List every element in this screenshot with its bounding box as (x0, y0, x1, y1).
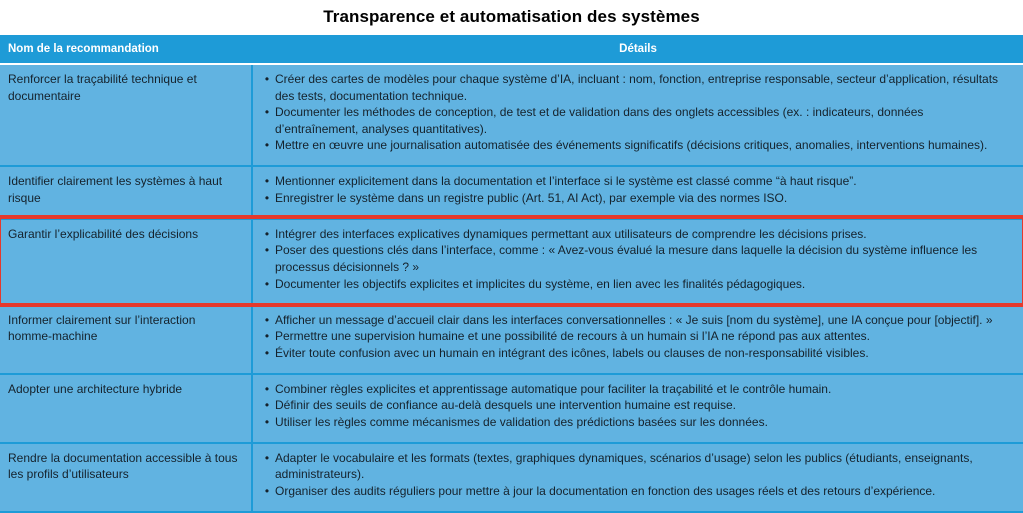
bullet-icon: • (264, 226, 270, 241)
bullet-icon: • (264, 312, 270, 327)
detail-text: Combiner règles explicites et apprentissage automatique pour faciliter la traçabilité et le contrôle humain. (275, 381, 832, 396)
detail-text: Utiliser les règles comme mécanismes de validation des prédictions basées sur les données. (275, 414, 768, 429)
bullet-icon: • (264, 398, 270, 413)
detail-text: Mettre en œuvre une journalisation automatisée des événements significatifs (décisions critiques, anomalies, interventions humaines). (275, 138, 988, 153)
detail-text: Documenter les objectifs explicites et implicites du système, en lien avec les finalités pédagogiques. (275, 276, 806, 291)
details-list (259, 381, 1013, 431)
table-row (0, 442, 1023, 511)
column-header-details: Détails (619, 43, 657, 55)
detail-item (259, 450, 1013, 483)
detail-text: Définir des seuils de confiance au-delà desquels une intervention humaine est requise. (275, 398, 736, 413)
recommendation-name-cell: Identifier clairement les systèmes à haut risque (0, 167, 253, 218)
bullet-icon: • (264, 329, 270, 344)
detail-text: Créer des cartes de modèles pour chaque système d’IA, incluant : nom, fonction, entreprise responsable, secteur d’application, résultats des tests, documentation technique. (275, 72, 999, 103)
detail-item (259, 345, 1013, 362)
detail-text: Enregistrer le système dans un registre public (Art. 51, AI Act), par exemple via des normes ISO. (275, 190, 788, 205)
bullet-icon: • (264, 381, 270, 396)
details-list (259, 71, 1013, 154)
detail-item (259, 328, 1013, 345)
details-cell (253, 306, 1023, 373)
table-row (0, 373, 1023, 442)
recommendations-table (0, 35, 1023, 513)
bullet-icon: • (264, 414, 270, 429)
details-list (259, 226, 1013, 292)
detail-item (259, 242, 1013, 275)
bullet-icon: • (264, 243, 270, 258)
table-row (0, 304, 1023, 373)
recommendation-name-cell: Adopter une architecture hybride (0, 375, 253, 442)
table-row-highlighted (0, 218, 1023, 304)
table-row (0, 65, 1023, 165)
recommendation-name-cell: Informer clairement sur l’interaction homme-machine (0, 306, 253, 373)
bullet-icon: • (264, 190, 270, 205)
table-header-row (0, 35, 1023, 65)
detail-item (259, 71, 1013, 104)
detail-item (259, 173, 1013, 190)
bullet-icon: • (264, 483, 270, 498)
details-list (259, 312, 1013, 362)
detail-item (259, 414, 1013, 431)
table-body (0, 65, 1023, 511)
detail-item (259, 312, 1013, 329)
details-cell (253, 444, 1023, 511)
bullet-icon: • (264, 105, 270, 120)
bullet-icon: • (264, 276, 270, 291)
detail-item (259, 397, 1013, 414)
table-row (0, 165, 1023, 218)
detail-item (259, 276, 1013, 293)
detail-item (259, 381, 1013, 398)
bullet-icon: • (264, 138, 270, 153)
detail-item (259, 190, 1013, 207)
detail-text: Éviter toute confusion avec un humain en intégrant des icônes, labels ou clauses de non-responsabilité visibles. (275, 345, 869, 360)
details-list (259, 450, 1013, 500)
page-title: Transparence et automatisation des systèmes (323, 7, 700, 26)
recommendation-name-cell: Rendre la documentation accessible à tous les profils d’utilisateurs (0, 444, 253, 511)
detail-item (259, 104, 1013, 137)
recommendation-name-cell: Renforcer la traçabilité technique et documentaire (0, 65, 253, 165)
detail-item (259, 226, 1013, 243)
detail-text: Permettre une supervision humaine et une possibilité de recours à un humain si l’IA ne répond pas aux attentes. (275, 329, 871, 344)
details-cell (253, 65, 1023, 165)
bullet-icon: • (264, 345, 270, 360)
detail-text: Intégrer des interfaces explicatives dynamiques permettant aux utilisateurs de comprendre les décisions prises. (275, 226, 867, 241)
detail-text: Mentionner explicitement dans la documentation et l’interface si le système est classé comme “à haut risque”. (275, 174, 857, 189)
details-cell (253, 375, 1023, 442)
details-cell (253, 220, 1023, 304)
detail-text: Adapter le vocabulaire et les formats (textes, graphiques dynamiques, scénarios d’usage) selon les publics (étudiants, enseignants, administrateurs). (275, 450, 973, 482)
bullet-icon: • (264, 174, 270, 189)
details-cell (253, 167, 1023, 218)
bullet-icon: • (264, 72, 270, 86)
detail-text: Organiser des audits réguliers pour mettre à jour la documentation en fonction des usages réels et des retours d’expérience. (275, 483, 936, 498)
recommendation-name-cell: Garantir l’explicabilité des décisions (0, 220, 253, 304)
detail-text: Afficher un message d’accueil clair dans les interfaces conversationnelles : « Je suis [nom du système], une IA conçue pour [objectif]. » (275, 312, 993, 327)
detail-text: Documenter les méthodes de conception, de test et de validation dans des onglets accessibles (ex. : indicateurs, données d’entraînement, analyses quantitatives). (275, 105, 924, 136)
detail-item (259, 483, 1013, 500)
details-list (259, 173, 1013, 206)
detail-text: Poser des questions clés dans l’interface, comme : « Avez-vous évalué la mesure dans laquelle la décision du système influence les processus décisionnels ? » (275, 243, 978, 274)
detail-item (259, 137, 1013, 154)
bullet-icon: • (264, 450, 270, 465)
column-header-recommendation: Nom de la recommandation (8, 43, 159, 55)
